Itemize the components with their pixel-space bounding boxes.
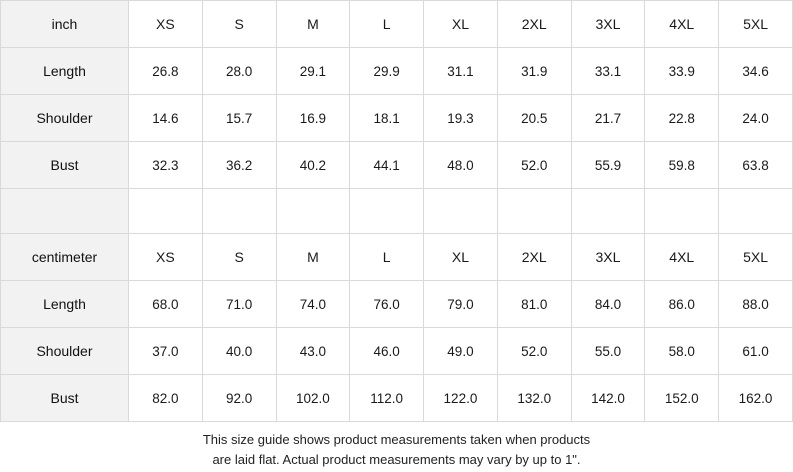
cell-shoulder-cm-2xl: 52.0: [497, 328, 571, 375]
size-header-cm-xs: XS: [129, 234, 203, 281]
cell-length-cm-xl: 79.0: [424, 281, 498, 328]
size-header-cm-xl: XL: [424, 234, 498, 281]
cell-bust-cm-5xl: 162.0: [719, 375, 793, 422]
size-header-5xl: 5XL: [719, 1, 793, 48]
cell-length-inch-l: 29.9: [350, 48, 424, 95]
table-spacer-row: [1, 189, 793, 234]
cell-length-cm-s: 71.0: [202, 281, 276, 328]
cell-shoulder-cm-xl: 49.0: [424, 328, 498, 375]
cell-bust-cm-xl: 122.0: [424, 375, 498, 422]
table-row: [1, 142, 793, 189]
spacer-cell: [719, 189, 793, 234]
size-header-cm-s: S: [202, 234, 276, 281]
spacer-cell: [571, 189, 645, 234]
spacer-cell: [350, 189, 424, 234]
cell-bust-cm-xs: 82.0: [129, 375, 203, 422]
cell-shoulder-cm-m: 43.0: [276, 328, 350, 375]
cell-shoulder-inch-5xl: 24.0: [719, 95, 793, 142]
size-header-cm-l: L: [350, 234, 424, 281]
cell-shoulder-cm-s: 40.0: [202, 328, 276, 375]
size-header-cm-2xl: 2XL: [497, 234, 571, 281]
size-header-3xl: 3XL: [571, 1, 645, 48]
size-header-cm-5xl: 5XL: [719, 234, 793, 281]
cell-bust-cm-l: 112.0: [350, 375, 424, 422]
row-label-shoulder-cm: Shoulder: [1, 328, 129, 375]
size-header-cm-4xl: 4XL: [645, 234, 719, 281]
row-label-bust-inch: Bust: [1, 142, 129, 189]
row-label-length-inch: Length: [1, 48, 129, 95]
cell-bust-inch-xl: 48.0: [424, 142, 498, 189]
size-header-l: L: [350, 1, 424, 48]
size-header-cm-3xl: 3XL: [571, 234, 645, 281]
cell-length-inch-xl: 31.1: [424, 48, 498, 95]
cell-bust-cm-2xl: 132.0: [497, 375, 571, 422]
cell-bust-inch-m: 40.2: [276, 142, 350, 189]
cell-bust-cm-s: 92.0: [202, 375, 276, 422]
table-row: [1, 328, 793, 375]
cell-bust-inch-5xl: 63.8: [719, 142, 793, 189]
cell-shoulder-inch-2xl: 20.5: [497, 95, 571, 142]
cell-shoulder-inch-m: 16.9: [276, 95, 350, 142]
unit-header-inch: inch: [1, 1, 129, 48]
table-row: [1, 95, 793, 142]
cell-bust-cm-3xl: 142.0: [571, 375, 645, 422]
cell-length-cm-m: 74.0: [276, 281, 350, 328]
cell-shoulder-inch-s: 15.7: [202, 95, 276, 142]
cell-length-cm-3xl: 84.0: [571, 281, 645, 328]
cell-length-cm-2xl: 81.0: [497, 281, 571, 328]
cell-bust-cm-4xl: 152.0: [645, 375, 719, 422]
cell-shoulder-inch-3xl: 21.7: [571, 95, 645, 142]
cell-length-inch-2xl: 31.9: [497, 48, 571, 95]
cell-bust-inch-xs: 32.3: [129, 142, 203, 189]
unit-header-centimeter: centimeter: [1, 234, 129, 281]
spacer-cell: [202, 189, 276, 234]
cell-length-inch-5xl: 34.6: [719, 48, 793, 95]
row-label-bust-cm: Bust: [1, 375, 129, 422]
table-row: [1, 48, 793, 95]
spacer-cell: [276, 189, 350, 234]
cell-bust-inch-4xl: 59.8: [645, 142, 719, 189]
cell-shoulder-cm-l: 46.0: [350, 328, 424, 375]
cell-bust-cm-m: 102.0: [276, 375, 350, 422]
cell-length-cm-xs: 68.0: [129, 281, 203, 328]
cell-shoulder-inch-xs: 14.6: [129, 95, 203, 142]
cell-bust-inch-l: 44.1: [350, 142, 424, 189]
size-header-s: S: [202, 1, 276, 48]
cell-shoulder-inch-xl: 19.3: [424, 95, 498, 142]
cell-shoulder-cm-5xl: 61.0: [719, 328, 793, 375]
table-row: [1, 281, 793, 328]
table-row: [1, 1, 793, 48]
table-row: [1, 234, 793, 281]
spacer-cell: [497, 189, 571, 234]
size-header-2xl: 2XL: [497, 1, 571, 48]
cell-shoulder-cm-3xl: 55.0: [571, 328, 645, 375]
cell-length-inch-4xl: 33.9: [645, 48, 719, 95]
size-header-cm-m: M: [276, 234, 350, 281]
cell-shoulder-inch-l: 18.1: [350, 95, 424, 142]
size-header-xl: XL: [424, 1, 498, 48]
cell-length-inch-s: 28.0: [202, 48, 276, 95]
cell-shoulder-cm-4xl: 58.0: [645, 328, 719, 375]
size-header-xs: XS: [129, 1, 203, 48]
cell-shoulder-cm-xs: 37.0: [129, 328, 203, 375]
row-label-length-cm: Length: [1, 281, 129, 328]
cell-bust-inch-2xl: 52.0: [497, 142, 571, 189]
size-header-4xl: 4XL: [645, 1, 719, 48]
row-label-shoulder-inch: Shoulder: [1, 95, 129, 142]
cell-shoulder-inch-4xl: 22.8: [645, 95, 719, 142]
table-row: [1, 375, 793, 422]
cell-length-cm-4xl: 86.0: [645, 281, 719, 328]
size-header-m: M: [276, 1, 350, 48]
cell-bust-inch-s: 36.2: [202, 142, 276, 189]
spacer-label-cell: [1, 189, 129, 234]
cell-length-inch-m: 29.1: [276, 48, 350, 95]
cell-length-inch-xs: 26.8: [129, 48, 203, 95]
footnote-line-2: are laid flat. Actual product measurements may vary by up to 1".: [212, 452, 581, 468]
cell-length-cm-l: 76.0: [350, 281, 424, 328]
spacer-cell: [424, 189, 498, 234]
cell-length-cm-5xl: 88.0: [719, 281, 793, 328]
spacer-cell: [645, 189, 719, 234]
cell-length-inch-3xl: 33.1: [571, 48, 645, 95]
cell-bust-inch-3xl: 55.9: [571, 142, 645, 189]
spacer-cell: [129, 189, 203, 234]
size-guide-footnote: [0, 430, 793, 470]
footnote-line-1: This size guide shows product measurements taken when products: [202, 432, 591, 447]
